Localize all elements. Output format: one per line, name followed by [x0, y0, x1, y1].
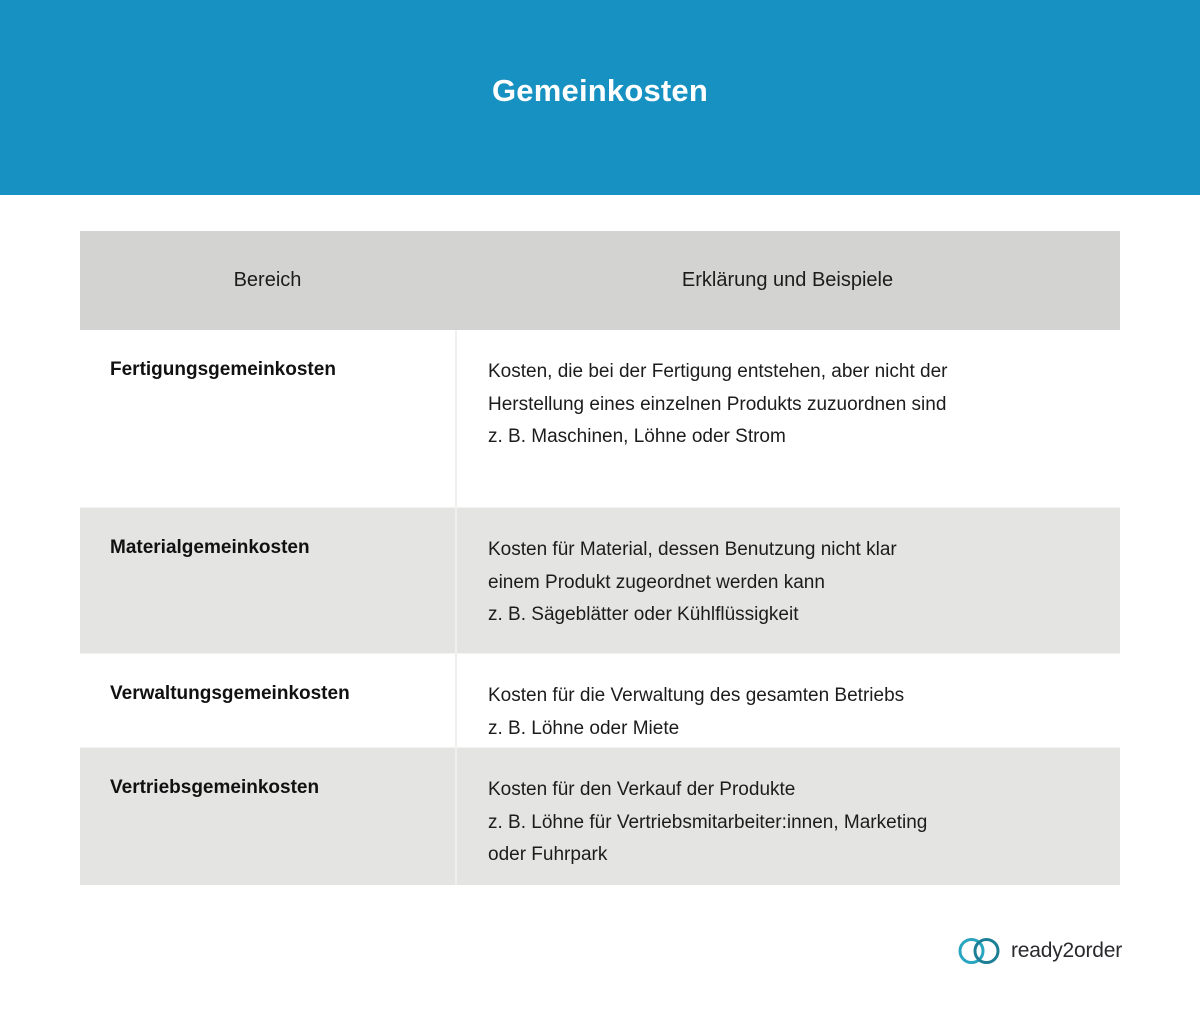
row-term: Fertigungsgemeinkosten — [110, 359, 336, 380]
header-banner — [0, 0, 1200, 195]
brand-logo — [958, 936, 1122, 966]
description-line: Kosten für Material, dessen Benutzung nicht klar — [488, 539, 897, 560]
page-title: Gemeinkosten — [491, 73, 709, 108]
table-row — [80, 748, 1120, 885]
description-line: Herstellung eines einzelnen Produkts zuzuordnen sind — [488, 393, 947, 415]
description-line: oder Fuhrpark — [488, 844, 608, 866]
row-term: Verwaltungsgemeinkosten — [110, 683, 350, 704]
overhead-costs-table — [80, 231, 1120, 885]
column-header-erklaerung: Erklärung und Beispiele — [681, 269, 894, 291]
row-term: Vertriebsgemeinkosten — [110, 777, 320, 798]
table-row — [80, 330, 1120, 508]
brand-wordmark: ready2order — [1011, 939, 1123, 962]
description-line: z. B. Löhne für Vertriebsmitarbeiter:innen, Marketing — [488, 811, 928, 833]
description-line: Kosten für den Verkauf der Produkte — [488, 779, 796, 800]
ready2order-rings-icon — [958, 936, 1000, 966]
row-term: Materialgemeinkosten — [110, 537, 310, 558]
description-line: z. B. Löhne oder Miete — [488, 717, 680, 739]
description-line: Kosten für die Verwaltung des gesamten Betriebs — [488, 685, 905, 706]
description-line: Kosten, die bei der Fertigung entstehen, aber nicht der — [488, 361, 948, 382]
row-description — [455, 508, 1120, 653]
row-description — [455, 654, 1120, 747]
row-description — [455, 748, 1120, 885]
table-row — [80, 654, 1120, 748]
description-line: z. B. Maschinen, Löhne oder Strom — [488, 426, 786, 448]
description-line: einem Produkt zugeordnet werden kann — [488, 571, 825, 593]
description-line: z. B. Sägeblätter oder Kühlflüssigkeit — [488, 604, 799, 626]
table-header-row — [80, 231, 1120, 330]
table-row — [80, 508, 1120, 654]
column-header-bereich: Bereich — [233, 269, 302, 291]
row-description — [455, 330, 1120, 507]
